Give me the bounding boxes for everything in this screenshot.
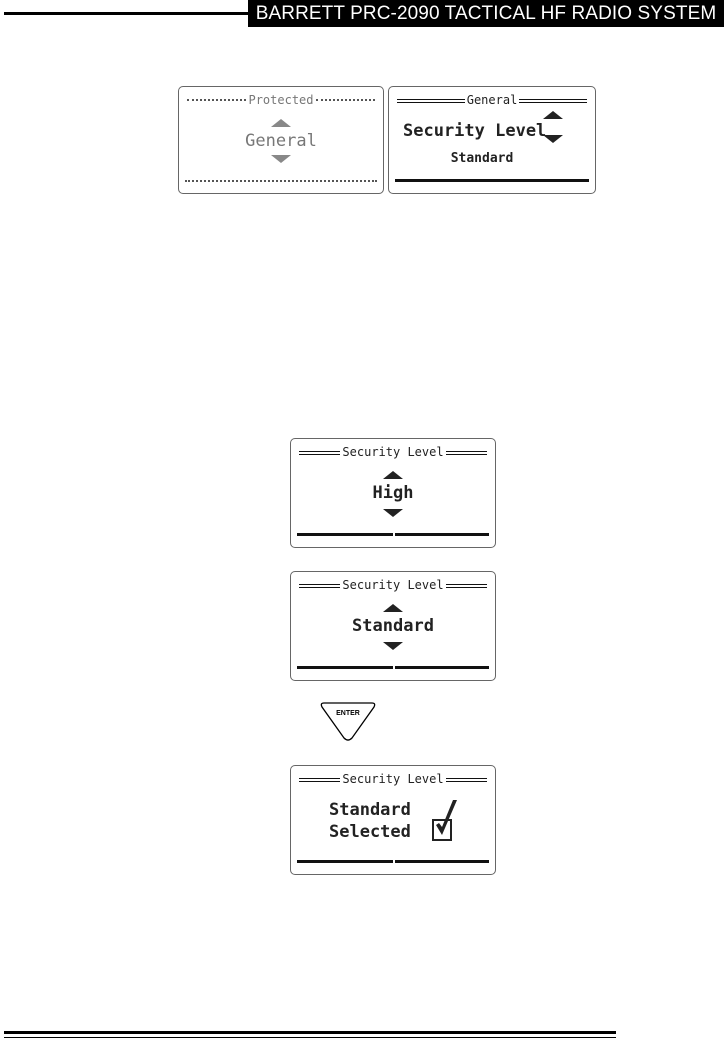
lcd-value: Standard [352, 616, 434, 636]
footer-rule-thin [4, 1037, 616, 1038]
lcd-value: High [372, 483, 414, 503]
lcd-line2: Selected [329, 822, 411, 842]
header-rule [4, 12, 248, 15]
arrow-down-icon [383, 509, 403, 517]
lcd-footer-rule [297, 860, 489, 866]
arrow-up-icon [383, 604, 403, 612]
lcd-screen-high [290, 438, 496, 548]
lcd-line1: Standard [329, 800, 411, 820]
checkmark-icon [436, 800, 457, 835]
lcd-value: General [245, 131, 317, 151]
lcd-label: Security Level [403, 121, 547, 141]
lcd-title: Security Level [342, 578, 444, 592]
lcd-title: General [466, 93, 518, 107]
lcd-title: Security Level [342, 445, 444, 459]
lcd-footer-rule [185, 180, 377, 185]
lcd-header [299, 445, 487, 459]
page-header-title: BARRETT PRC-2090 TACTICAL HF RADIO SYSTEM [248, 0, 724, 27]
enter-key-icon [318, 700, 378, 742]
lcd-footer-rule [297, 666, 489, 672]
lcd-header [299, 772, 487, 786]
arrow-up-icon [271, 119, 291, 127]
arrow-down-icon [543, 135, 563, 143]
lcd-screen-selected [290, 765, 496, 875]
lcd-header [187, 93, 375, 107]
arrow-down-icon [271, 155, 291, 163]
checkbox-icon [431, 798, 461, 844]
lcd-header [299, 578, 487, 592]
lcd-screen-general [388, 86, 596, 194]
lcd-value: Standard [450, 151, 514, 166]
lcd-header [397, 93, 587, 107]
lcd-footer-rule [395, 179, 589, 185]
lcd-title: Protected [248, 93, 314, 107]
arrow-up-icon [383, 471, 403, 479]
lcd-title: Security Level [342, 772, 444, 786]
lcd-screen-protected [178, 86, 384, 194]
arrow-down-icon [383, 642, 403, 650]
lcd-footer-rule [297, 533, 489, 539]
arrow-up-icon [543, 111, 563, 119]
lcd-screen-standard [290, 571, 496, 681]
footer-rule [4, 1031, 616, 1034]
enter-key-label: ENTER [336, 710, 360, 717]
